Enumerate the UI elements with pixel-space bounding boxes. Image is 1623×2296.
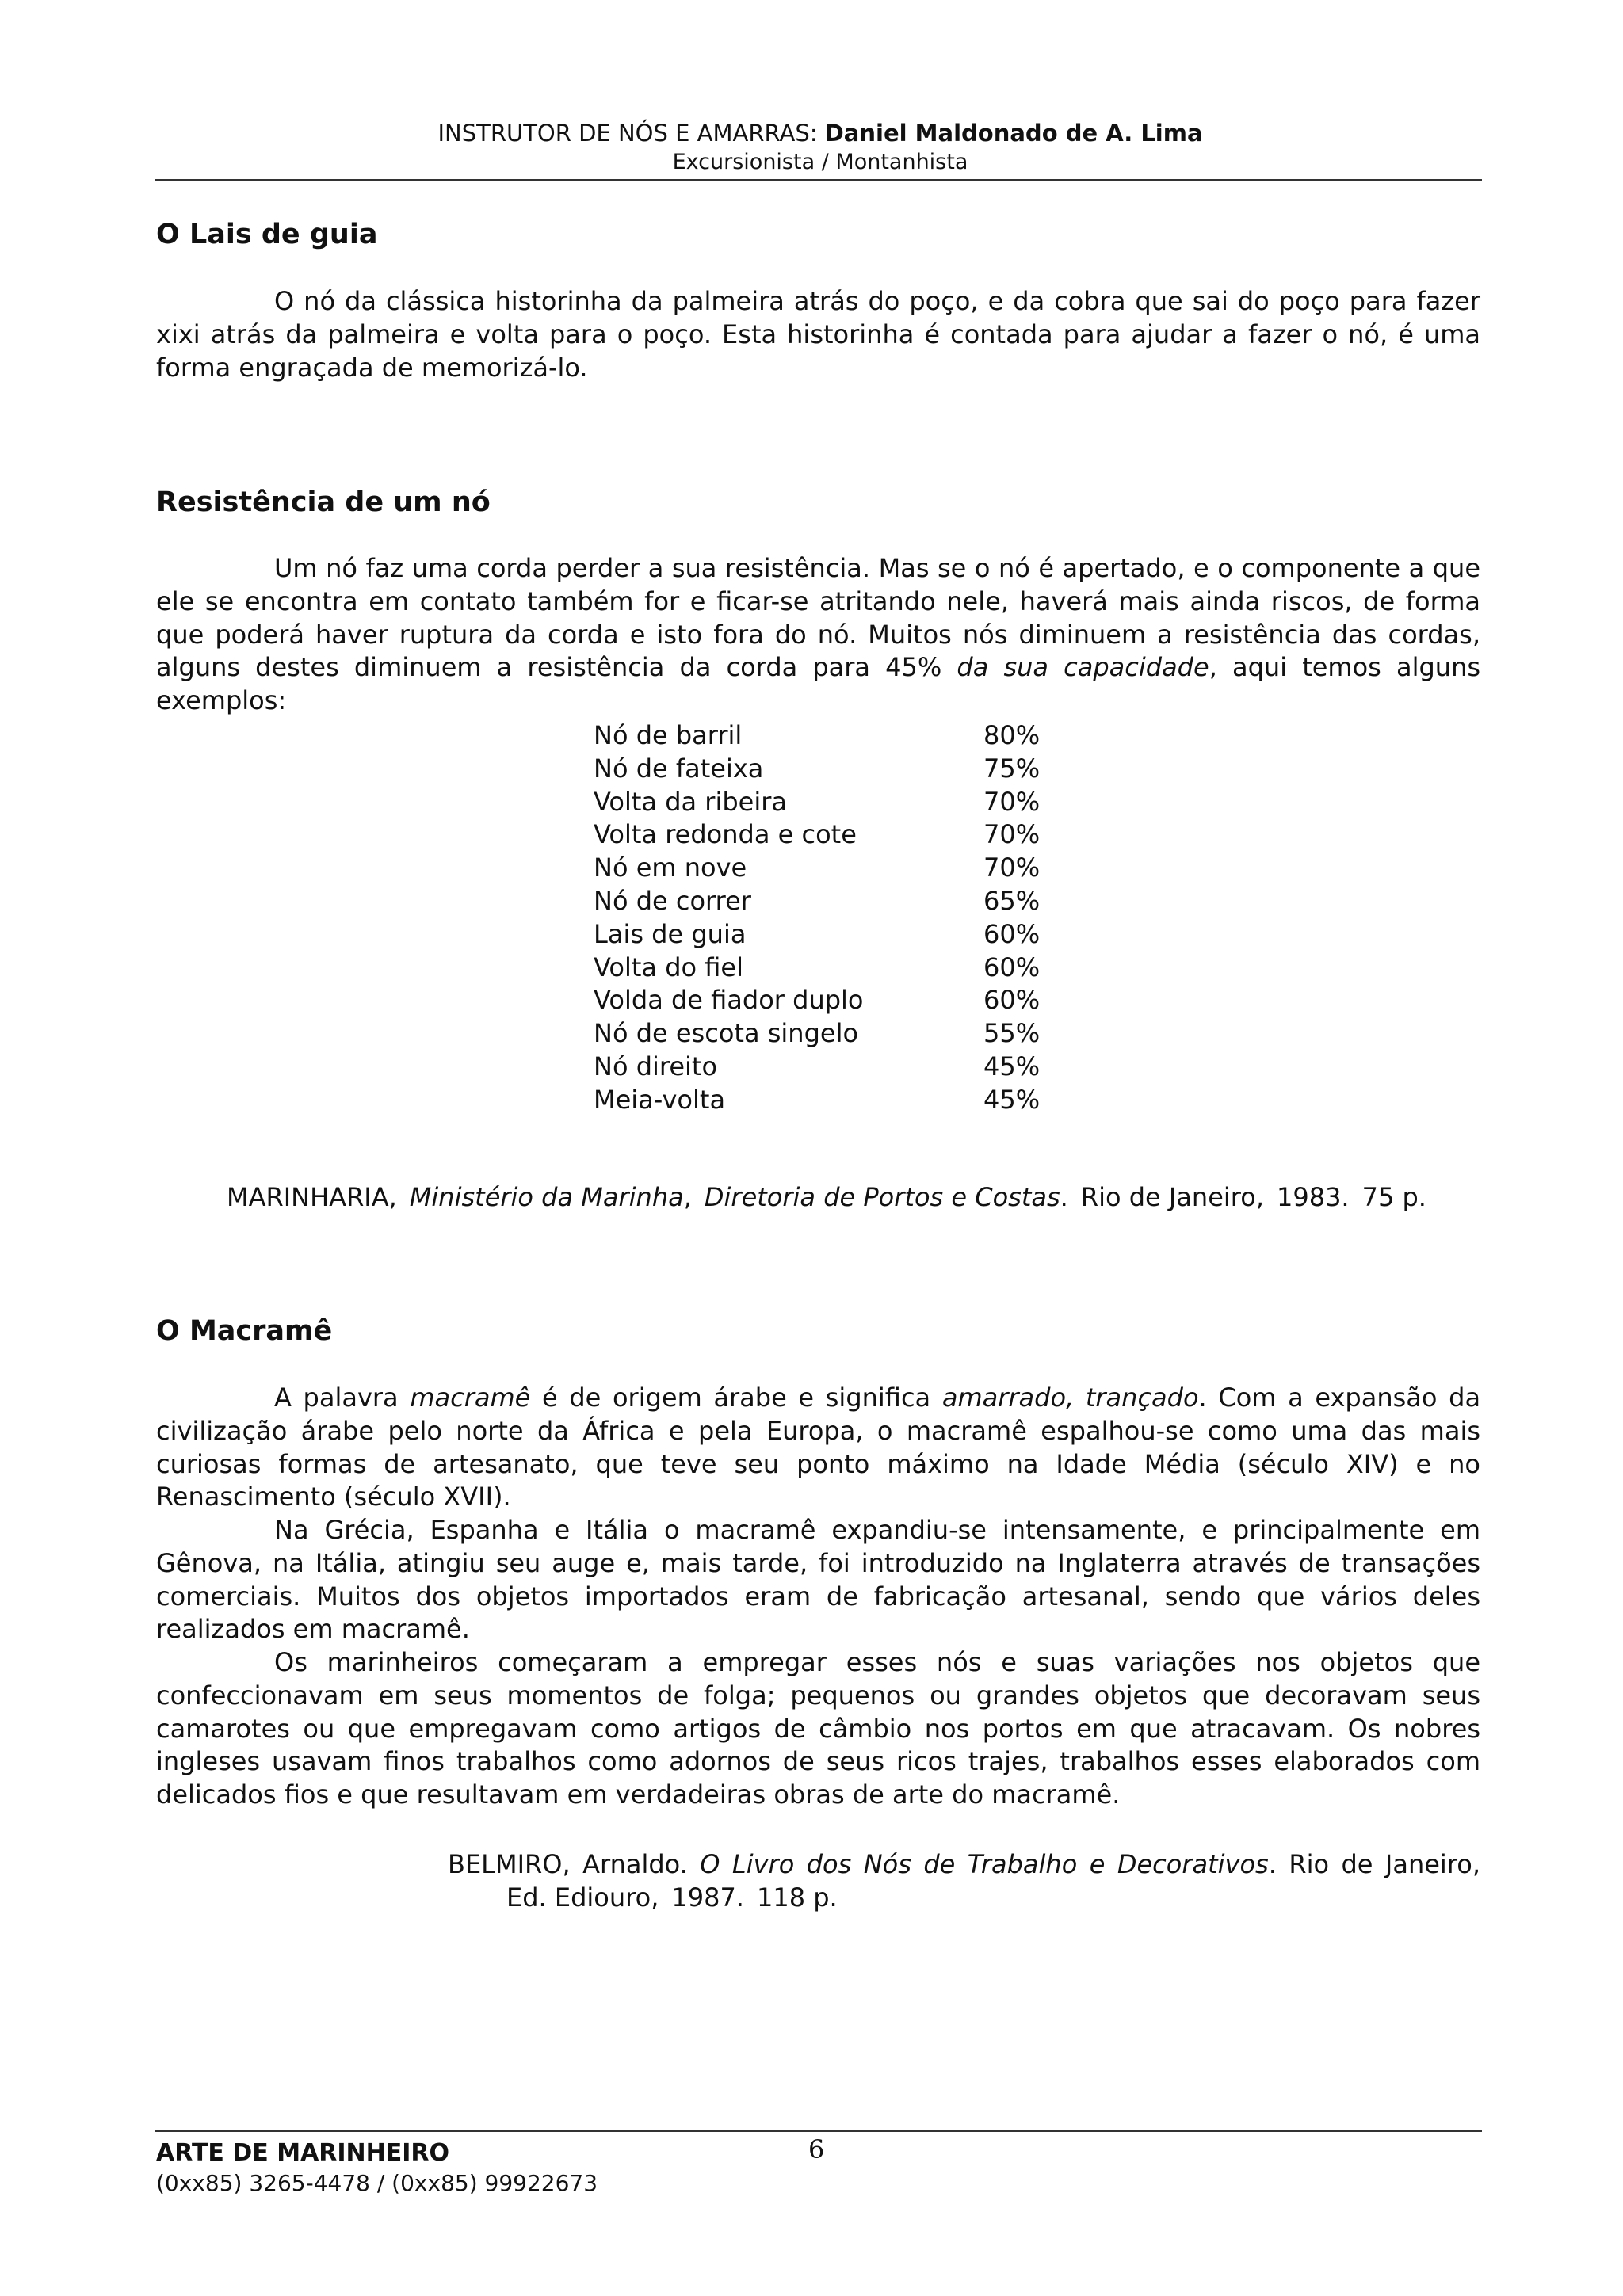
- table-row: [594, 1017, 1069, 1051]
- ref-org: MARINHARIA,: [227, 1182, 397, 1212]
- ref-comma: ,: [683, 1182, 692, 1212]
- table-row: [594, 719, 1069, 753]
- footer-title: ARTE DE MARINHEIRO: [156, 2139, 450, 2167]
- knot-name: Volda de fiador duplo: [594, 985, 864, 1016]
- section-title-resistencia: Resistência de um nó: [156, 486, 491, 518]
- ref-period: .: [1268, 1849, 1277, 1879]
- page-number: 6: [808, 2134, 825, 2164]
- knot-percentage: 60%: [983, 918, 1041, 949]
- knot-name: Volta redonda e cote: [594, 819, 857, 850]
- running-header-title: [0, 119, 1623, 147]
- table-row: [594, 1084, 1069, 1117]
- knot-name: Volta da ribeira: [594, 786, 787, 817]
- knot-name: Meia-volta: [594, 1084, 726, 1115]
- footer-rule: [155, 2130, 1482, 2132]
- paragraph-macrame-text: A palavra: [274, 1383, 399, 1413]
- knot-percentage: 70%: [983, 819, 1041, 850]
- knot-percentage: 45%: [983, 1051, 1041, 1081]
- ref-author-last: BELMIRO,: [448, 1849, 571, 1879]
- footer-phone: (0xx85) 3265-4478 / (0xx85) 99922673: [156, 2170, 598, 2196]
- ref-pages: 118 p.: [756, 1882, 838, 1913]
- knot-percentage: 55%: [983, 1018, 1041, 1049]
- knot-name: Lais de guia: [594, 918, 747, 949]
- section-title-macrame: O Macramê: [156, 1315, 333, 1347]
- paragraph-macrame-1: [156, 1382, 1480, 1514]
- knot-name: Nó de fateixa: [594, 753, 764, 784]
- ref-period: .: [1060, 1182, 1068, 1212]
- paragraph-macrame-emphasis: amarrado, trançado: [941, 1383, 1199, 1413]
- knot-name: Volta do fiel: [594, 952, 743, 982]
- knot-name: Nó de escota singelo: [594, 1018, 859, 1049]
- table-row: [594, 885, 1069, 918]
- paragraph-resistencia-text: Um nó faz uma corda perder a sua resistência. Mas se o nó é apertado, e o componente a que ele se encontra em contato também for e ficar-se atritando nele, haverá mais ainda riscos, de forma que poderá haver ruptura da corda e isto fora do nó. Muitos nós diminuem a resistência das cordas, alguns destes diminuem a resistência da corda para 45%: [156, 553, 1480, 683]
- ref-book-title: O Livro dos Nós de Trabalho e Decorativos: [700, 1849, 1269, 1879]
- table-row: [594, 753, 1069, 786]
- ref-year: 1983.: [1276, 1182, 1350, 1212]
- table-row: [594, 1051, 1069, 1084]
- ref-publisher: Ed. Ediouro,: [506, 1882, 659, 1913]
- knot-percentage: 45%: [983, 1084, 1041, 1115]
- knot-percentage: 80%: [983, 720, 1041, 750]
- paragraph-macrame-text: é de origem árabe e significa: [541, 1383, 931, 1413]
- knot-percentage: 70%: [983, 852, 1041, 883]
- knot-name: Nó em nove: [594, 852, 747, 883]
- ref-city: Rio de Janeiro,: [1289, 1849, 1481, 1879]
- knot-percentage: 60%: [983, 952, 1041, 982]
- paragraph-resistencia-emphasis: da sua capacidade: [957, 652, 1209, 683]
- table-row: [594, 952, 1069, 985]
- reference-marinharia: [227, 1181, 1426, 1215]
- reference-belmiro-line1: [448, 1848, 1480, 1882]
- paragraph-macrame-emphasis: macramê: [410, 1383, 531, 1413]
- knot-percentage: 75%: [983, 753, 1041, 784]
- paragraph-resistencia: [156, 552, 1480, 718]
- header-rule: [155, 179, 1482, 181]
- ref-ministry: Ministério da Marinha: [409, 1182, 684, 1212]
- ref-author-first: Arnaldo.: [582, 1849, 688, 1879]
- paragraph-macrame-2: Na Grécia, Espanha e Itália o macramê expandiu-se intensamente, e principalmente em Gênova, na Itália, atingiu seu auge e, mais tarde, foi introduzido na Inglaterra através de transações comerciais. Muitos dos objetos importados eram de fabricação artesanal, sendo que vários deles realizados em macramê.: [156, 1515, 1480, 1645]
- table-row: [594, 984, 1069, 1017]
- knot-name: Nó de barril: [594, 720, 743, 750]
- table-row: [594, 852, 1069, 885]
- knot-percentage: 60%: [983, 985, 1041, 1016]
- ref-directorate: Diretoria de Portos e Costas: [704, 1182, 1060, 1212]
- table-row: [594, 918, 1069, 952]
- knot-percentage: 65%: [983, 885, 1041, 916]
- table-row: [594, 786, 1069, 819]
- knot-name: Nó direito: [594, 1051, 718, 1081]
- ref-year: 1987.: [671, 1882, 744, 1913]
- ref-pages: 75 p.: [1361, 1182, 1426, 1212]
- reference-belmiro-line2: [506, 1882, 838, 1915]
- knot-strength-table: [594, 719, 1069, 1117]
- table-row: [594, 818, 1069, 852]
- section-title-lais: O Lais de guia: [156, 219, 378, 250]
- knot-percentage: 70%: [983, 786, 1041, 817]
- paragraph-lais: O nó da clássica historinha da palmeira atrás do poço, e da cobra que sai do poço para fazer xixi atrás da palmeira e volta para o poço. Esta historinha é contada para ajudar a fazer o nó, é uma forma engraçada de memorizá-lo.: [156, 286, 1480, 383]
- paragraph-macrame-text: . Com a expansão da civilização árabe pelo norte da África e pela Europa, o macramê espalhou-se como uma das mais curiosas formas de artesanato, que teve seu ponto máximo na Idade Média (século XIV) e no Renascimento (século XVII).: [156, 1383, 1481, 1512]
- running-header-subtitle: Excursionista / Montanhista: [672, 150, 968, 174]
- knot-name: Nó de correr: [594, 885, 751, 916]
- paragraph-resistencia-tail: , aqui temos alguns exemplos:: [156, 652, 1481, 716]
- header-author: Daniel Maldonado de A. Lima: [824, 120, 1203, 147]
- paragraph-macrame-3: Os marinheiros começaram a empregar esses nós e suas variações nos objetos que confeccionavam em seus momentos de folga; pequenos ou grandes objetos que decoravam seus camarotes ou que empregavam como artigos de câmbio nos portos em que atracavam. Os nobres ingleses usavam finos trabalhos como adornos de seus ricos trajes, trabalhos esses elaborados com delicados fios e que resultavam em verdadeiras obras de arte do macramê.: [156, 1647, 1480, 1810]
- ref-city: Rio de Janeiro,: [1080, 1182, 1264, 1212]
- header-prefix: INSTRUTOR DE NÓS E AMARRAS:: [437, 120, 818, 147]
